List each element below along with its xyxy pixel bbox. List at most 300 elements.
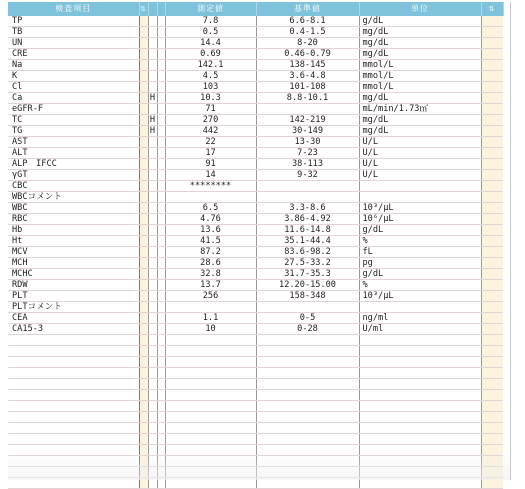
row-sub <box>139 27 148 38</box>
empty-cell <box>256 346 359 357</box>
row-value: 4.5 <box>165 71 256 82</box>
row-flag <box>148 247 157 258</box>
row-name: ALP IFCC <box>8 159 139 170</box>
empty-cell <box>148 423 157 434</box>
row-sub <box>139 203 148 214</box>
row-flag <box>148 324 157 335</box>
row-flag <box>148 104 157 115</box>
row-name: Cl <box>8 82 139 93</box>
row-end <box>481 49 503 60</box>
empty-cell <box>148 467 157 478</box>
row-name: CBC <box>8 181 139 192</box>
empty-cell <box>139 412 148 423</box>
row-end <box>481 82 503 93</box>
row-sub <box>139 16 148 27</box>
row-end <box>481 71 503 82</box>
header-item[interactable]: 検査項目 <box>8 2 139 16</box>
empty-cell <box>165 379 256 390</box>
row-unit: mg/dL <box>359 38 481 49</box>
row-flag2 <box>157 313 165 324</box>
row-unit: 10³/μL <box>359 203 481 214</box>
row-unit: % <box>359 236 481 247</box>
row-end <box>481 258 503 269</box>
empty-cell <box>481 445 503 456</box>
row-name: TC <box>8 115 139 126</box>
row-flag: H <box>149 114 156 125</box>
empty-cell <box>165 368 256 379</box>
table-row[interactable] <box>8 82 503 93</box>
empty-cell <box>8 445 139 456</box>
empty-row <box>8 467 503 478</box>
row-name: eGFR-F <box>8 104 139 115</box>
row-reference: 38-113 <box>256 159 359 170</box>
empty-cell <box>157 379 165 390</box>
row-reference: 101-108 <box>256 82 359 93</box>
empty-row <box>8 401 503 412</box>
empty-cell <box>256 456 359 467</box>
empty-row <box>8 478 503 489</box>
row-value: 41.5 <box>165 236 256 247</box>
row-flag <box>148 16 157 27</box>
row-name: MCHC <box>8 269 139 280</box>
empty-cell <box>157 390 165 401</box>
table-row[interactable] <box>8 313 503 324</box>
row-reference: 3.86-4.92 <box>256 214 359 225</box>
table-row[interactable] <box>8 258 503 269</box>
empty-cell <box>165 412 256 423</box>
empty-cell <box>148 368 157 379</box>
row-sub <box>139 159 148 170</box>
row-reference: 158-348 <box>256 291 359 302</box>
table-row[interactable] <box>8 269 503 280</box>
empty-cell <box>256 467 359 478</box>
row-reference <box>256 104 359 115</box>
row-flag2 <box>157 247 165 258</box>
row-unit: U/L <box>359 159 481 170</box>
sort-icon-right[interactable]: ⇅ <box>481 2 503 16</box>
empty-cell <box>139 401 148 412</box>
row-unit: U/ml <box>359 324 481 335</box>
header-reference[interactable]: 基準値 <box>256 2 359 16</box>
row-value: 71 <box>165 104 256 115</box>
empty-cell <box>139 456 148 467</box>
table-row[interactable] <box>8 16 503 27</box>
table-row[interactable] <box>8 324 503 335</box>
empty-cell <box>157 467 165 478</box>
table-row[interactable] <box>8 104 503 115</box>
row-reference: 0.46-0.79 <box>256 49 359 60</box>
row-value: 22 <box>165 137 256 148</box>
table-row[interactable] <box>8 60 503 71</box>
empty-cell <box>139 368 148 379</box>
empty-cell <box>148 478 157 489</box>
empty-cell <box>157 456 165 467</box>
row-value: 256 <box>165 291 256 302</box>
empty-cell <box>139 379 148 390</box>
empty-cell <box>8 368 139 379</box>
empty-cell <box>165 357 256 368</box>
empty-row <box>8 335 503 346</box>
row-name: UN <box>8 38 139 49</box>
row-flag <box>148 291 157 302</box>
row-reference <box>256 302 359 313</box>
table-row[interactable] <box>8 93 503 104</box>
row-end <box>481 170 503 181</box>
empty-row <box>8 390 503 401</box>
empty-cell <box>359 445 481 456</box>
table-row[interactable] <box>8 38 503 49</box>
row-value: 0.69 <box>165 49 256 60</box>
row-reference <box>256 192 359 203</box>
row-sub <box>139 82 148 93</box>
row-flag2 <box>157 60 165 71</box>
row-value: 142.1 <box>165 60 256 71</box>
empty-cell <box>256 478 359 489</box>
row-name: RDW <box>8 280 139 291</box>
empty-row <box>8 379 503 390</box>
row-unit: mg/dL <box>359 115 481 126</box>
empty-cell <box>481 335 503 346</box>
row-flag <box>148 170 157 181</box>
row-flag2 <box>157 203 165 214</box>
empty-cell <box>481 390 503 401</box>
empty-cell <box>8 379 139 390</box>
empty-cell <box>139 390 148 401</box>
row-flag2 <box>157 49 165 60</box>
row-unit <box>359 302 481 313</box>
empty-cell <box>165 346 256 357</box>
table-row[interactable] <box>8 214 503 225</box>
row-sub <box>139 38 148 49</box>
row-sub <box>139 324 148 335</box>
row-value: 0.5 <box>165 27 256 38</box>
empty-cell <box>256 379 359 390</box>
row-flag2 <box>157 159 165 170</box>
row-name: Hb <box>8 225 139 236</box>
row-flag2 <box>157 258 165 269</box>
empty-cell <box>139 357 148 368</box>
row-end <box>481 247 503 258</box>
row-name: K <box>8 71 139 82</box>
row-sub <box>139 280 148 291</box>
empty-cell <box>157 346 165 357</box>
table-row[interactable] <box>8 71 503 82</box>
row-unit: g/dL <box>359 269 481 280</box>
empty-cell <box>256 357 359 368</box>
row-reference: 9-32 <box>256 170 359 181</box>
row-value: 7.8 <box>165 16 256 27</box>
row-flag2 <box>157 324 165 335</box>
empty-cell <box>481 456 503 467</box>
empty-cell <box>165 335 256 346</box>
empty-cell <box>359 467 481 478</box>
empty-cell <box>256 335 359 346</box>
row-name: Na <box>8 60 139 71</box>
empty-cell <box>139 434 148 445</box>
lab-results-sheet <box>8 2 511 480</box>
row-reference: 3.3-8.6 <box>256 203 359 214</box>
row-unit: % <box>359 280 481 291</box>
row-flag <box>148 137 157 148</box>
row-flag <box>148 82 157 93</box>
row-end <box>481 280 503 291</box>
row-flag2 <box>157 27 165 38</box>
table-row[interactable] <box>8 115 503 126</box>
row-name: PLTコメント <box>8 302 139 313</box>
row-reference: 3.6-4.8 <box>256 71 359 82</box>
row-sub <box>139 302 148 313</box>
empty-cell <box>8 401 139 412</box>
row-flag: H <box>149 125 156 136</box>
row-flag <box>148 203 157 214</box>
table-row[interactable] <box>8 181 503 192</box>
table-row[interactable] <box>8 49 503 60</box>
row-value: 14.4 <box>165 38 256 49</box>
row-sub <box>139 225 148 236</box>
row-name: TG <box>8 126 139 137</box>
row-flag2 <box>157 38 165 49</box>
row-flag <box>148 236 157 247</box>
row-end <box>481 324 503 335</box>
empty-cell <box>256 401 359 412</box>
row-reference: 138-145 <box>256 60 359 71</box>
row-unit: ng/ml <box>359 313 481 324</box>
empty-cell <box>165 423 256 434</box>
row-flag2 <box>157 269 165 280</box>
row-sub <box>139 258 148 269</box>
table-row[interactable] <box>8 247 503 258</box>
empty-cell <box>157 478 165 489</box>
empty-cell <box>481 401 503 412</box>
row-value: 10.3 <box>165 93 256 104</box>
row-name: RBC <box>8 214 139 225</box>
table-row[interactable] <box>8 291 503 302</box>
row-reference: 30-149 <box>256 126 359 137</box>
empty-cell <box>148 357 157 368</box>
row-flag <box>148 38 157 49</box>
empty-cell <box>157 412 165 423</box>
row-name: WBC <box>8 203 139 214</box>
row-flag <box>148 181 157 192</box>
row-unit: 10³/μL <box>359 291 481 302</box>
row-unit: U/L <box>359 137 481 148</box>
row-end <box>481 93 503 104</box>
empty-cell <box>139 335 148 346</box>
row-reference: 142-219 <box>256 115 359 126</box>
empty-cell <box>165 401 256 412</box>
row-sub <box>139 148 148 159</box>
empty-cell <box>256 434 359 445</box>
empty-cell <box>165 434 256 445</box>
empty-cell <box>359 423 481 434</box>
table-row[interactable] <box>8 236 503 247</box>
row-value: ******** <box>165 181 256 192</box>
row-end <box>481 192 503 203</box>
row-flag2 <box>157 291 165 302</box>
row-name: Ht <box>8 236 139 247</box>
row-name: ALT <box>8 148 139 159</box>
row-flag <box>148 159 157 170</box>
row-value: 442 <box>165 126 256 137</box>
row-unit: pg <box>359 258 481 269</box>
empty-cell <box>157 445 165 456</box>
empty-cell <box>165 456 256 467</box>
row-sub <box>139 104 148 115</box>
row-sub <box>139 49 148 60</box>
empty-cell <box>157 357 165 368</box>
row-reference: 8.8-10.1 <box>256 93 359 104</box>
empty-cell <box>157 401 165 412</box>
row-end <box>481 291 503 302</box>
table-row[interactable] <box>8 192 503 203</box>
table-row[interactable] <box>8 203 503 214</box>
empty-cell <box>148 401 157 412</box>
empty-cell <box>359 368 481 379</box>
table-row[interactable] <box>8 27 503 38</box>
row-sub <box>139 236 148 247</box>
row-end <box>481 27 503 38</box>
empty-cell <box>481 368 503 379</box>
row-name: γGT <box>8 170 139 181</box>
row-sub <box>139 93 148 104</box>
empty-cell <box>481 357 503 368</box>
row-unit: mmol/L <box>359 60 481 71</box>
empty-cell <box>256 445 359 456</box>
header-unit[interactable]: 単位 <box>359 2 481 16</box>
row-sub <box>139 126 148 137</box>
row-flag2 <box>157 170 165 181</box>
row-sub <box>139 170 148 181</box>
row-flag2 <box>157 104 165 115</box>
row-reference: 11.6-14.8 <box>256 225 359 236</box>
row-flag <box>148 49 157 60</box>
row-reference: 27.5-33.2 <box>256 258 359 269</box>
table-row[interactable] <box>8 170 503 181</box>
empty-cell <box>481 346 503 357</box>
row-flag <box>148 192 157 203</box>
row-unit: g/dL <box>359 16 481 27</box>
empty-cell <box>481 423 503 434</box>
row-value: 14 <box>165 170 256 181</box>
empty-row <box>8 368 503 379</box>
row-value: 13.6 <box>165 225 256 236</box>
row-reference: 0-28 <box>256 324 359 335</box>
row-name: CRE <box>8 49 139 60</box>
row-flag2 <box>157 280 165 291</box>
row-unit: 10⁶/μL <box>359 214 481 225</box>
empty-cell <box>8 434 139 445</box>
empty-cell <box>8 467 139 478</box>
table-row[interactable] <box>8 137 503 148</box>
row-flag2 <box>157 82 165 93</box>
empty-cell <box>148 379 157 390</box>
empty-cell <box>359 346 481 357</box>
row-flag2 <box>157 93 165 104</box>
row-flag2 <box>157 181 165 192</box>
row-unit: fL <box>359 247 481 258</box>
row-reference: 83.6-98.2 <box>256 247 359 258</box>
row-flag <box>148 280 157 291</box>
empty-cell <box>481 434 503 445</box>
empty-cell <box>359 456 481 467</box>
row-sub <box>139 71 148 82</box>
row-value <box>165 192 256 203</box>
row-flag <box>148 225 157 236</box>
empty-cell <box>139 423 148 434</box>
table-row[interactable] <box>8 126 503 137</box>
empty-cell <box>481 412 503 423</box>
row-flag2 <box>157 236 165 247</box>
empty-cell <box>359 412 481 423</box>
table-row[interactable] <box>8 302 503 313</box>
table-row[interactable] <box>8 225 503 236</box>
row-unit: U/L <box>359 170 481 181</box>
row-flag2 <box>157 126 165 137</box>
row-reference: 0.4-1.5 <box>256 27 359 38</box>
empty-cell <box>157 335 165 346</box>
row-reference: 31.7-35.3 <box>256 269 359 280</box>
row-end <box>481 104 503 115</box>
empty-cell <box>165 478 256 489</box>
empty-cell <box>481 379 503 390</box>
row-end <box>481 137 503 148</box>
row-flag2 <box>157 115 165 126</box>
row-reference: 7-23 <box>256 148 359 159</box>
row-value: 10 <box>165 324 256 335</box>
header-value[interactable]: 測定値 <box>165 2 256 16</box>
row-reference: 8-20 <box>256 38 359 49</box>
row-reference: 35.1-44.4 <box>256 236 359 247</box>
empty-cell <box>359 434 481 445</box>
row-flag <box>148 148 157 159</box>
empty-cell <box>8 456 139 467</box>
row-flag2 <box>157 137 165 148</box>
row-sub <box>139 192 148 203</box>
row-sub <box>139 269 148 280</box>
empty-cell <box>256 412 359 423</box>
row-flag <box>148 302 157 313</box>
row-end <box>481 159 503 170</box>
empty-cell <box>139 346 148 357</box>
sort-icon[interactable]: ⇅ <box>139 2 148 16</box>
row-sub <box>139 137 148 148</box>
table-row[interactable] <box>8 159 503 170</box>
row-name: PLT <box>8 291 139 302</box>
row-flag2 <box>157 214 165 225</box>
row-value: 1.1 <box>165 313 256 324</box>
row-flag <box>148 71 157 82</box>
row-name: TB <box>8 27 139 38</box>
empty-cell <box>8 390 139 401</box>
row-value: 32.8 <box>165 269 256 280</box>
row-end <box>481 203 503 214</box>
row-unit <box>359 192 481 203</box>
table-body <box>8 16 503 489</box>
row-name: CEA <box>8 313 139 324</box>
table-row[interactable] <box>8 148 503 159</box>
empty-cell <box>165 445 256 456</box>
header-flag2 <box>157 2 165 16</box>
row-flag: H <box>149 92 156 103</box>
row-reference: 13-30 <box>256 137 359 148</box>
empty-row <box>8 456 503 467</box>
row-value <box>165 302 256 313</box>
table-row[interactable] <box>8 280 503 291</box>
empty-cell <box>359 401 481 412</box>
empty-cell <box>148 346 157 357</box>
empty-cell <box>256 390 359 401</box>
row-value: 103 <box>165 82 256 93</box>
